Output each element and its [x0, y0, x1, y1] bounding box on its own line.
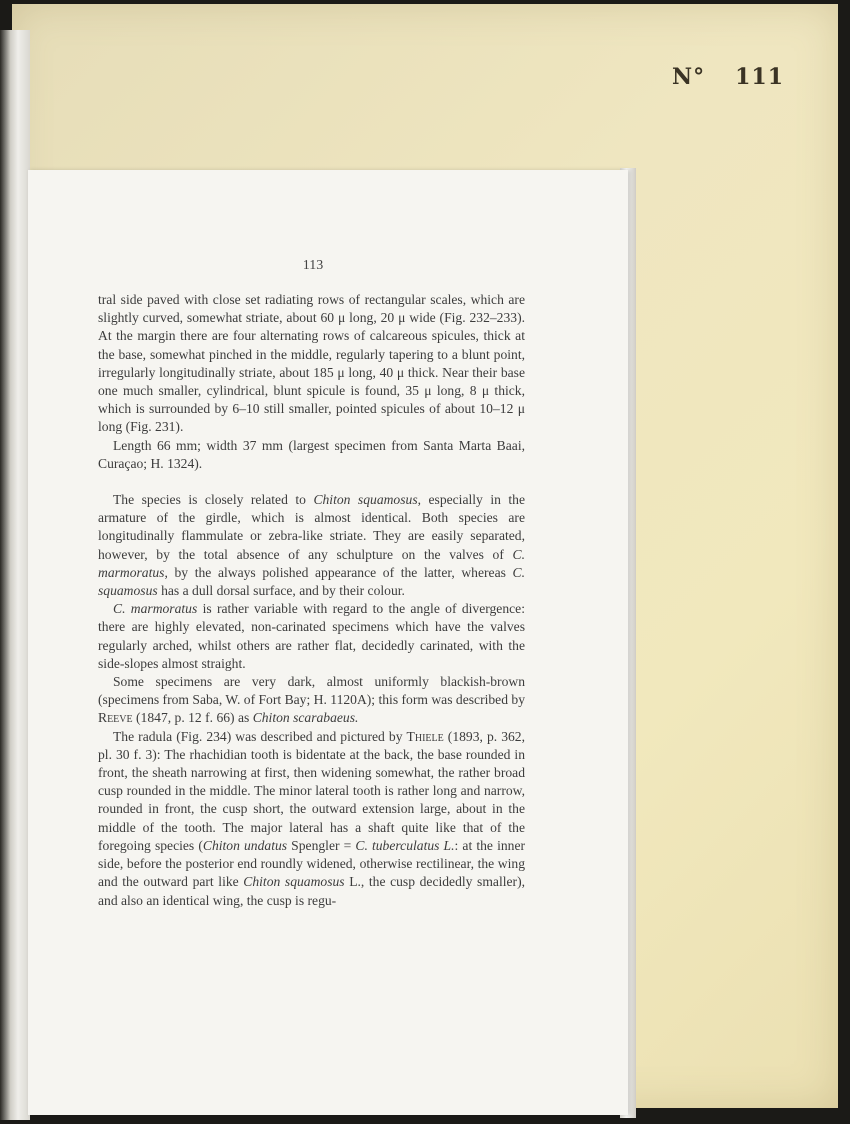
paragraph-dark-specimens [98, 673, 525, 728]
text-run: tral side paved with close set radiating rows of rectangular scales, which are slightly curved, somewhat striate, about 60 μ long, 20 μ wide (Fig. 232–233). At the margin there are four alternating rows of calcareous spicules, thick at the base, somewhat pinched in the middle, regularly tapering to a blunt point, irregularly longitudinally striate, about 185 μ long, 40 μ thick. Near their base one much smaller, cylindrical, blunt spicule is found, 35 μ long, 8 μ thick, which is surrounded by 6–10 still smaller, pointed spicules of about 10–12 μ long (Fig. 231). [98, 292, 525, 435]
italic-run: C. tuberculatus L. [355, 837, 455, 853]
text-run: L., the cusp decidedly smaller), and also an identical wing, the cusp is regu- [98, 874, 525, 908]
text-run: Some specimens are very dark, almost uniformly blackish-brown (specimens from Saba, W. of Fort Bay; H. 1120A); this form was described by [98, 674, 525, 708]
book-binding-edge [0, 30, 30, 1120]
folder-number-value: 111 [735, 64, 785, 90]
paragraph-radula [98, 728, 525, 910]
paragraph-variability [98, 600, 525, 673]
paragraph-dimensions [98, 437, 525, 473]
body-text [98, 291, 525, 910]
italic-run: Chiton scarabaeus. [252, 710, 359, 726]
text-run: is rather variable with regard to the angle of divergence: there are highly elevated, non-carinated specimens which have the valves regularly arched, whilst others are rather flat, decidedly carinated, with the side-slopes almost straight. [98, 601, 525, 671]
paragraph-gap [98, 473, 525, 491]
author-name: Thiele [406, 728, 444, 744]
text-run: : at the inner side, before the posterior end roundly widened, otherwise rectilinear, the wing and the outward part like [98, 837, 526, 890]
folder-number-label [672, 64, 812, 90]
paragraph-comparison [98, 491, 525, 600]
text-run: Spengler = [287, 837, 356, 853]
book-page [28, 170, 628, 1115]
italic-run: C. marmoratus [98, 546, 525, 580]
italic-run: Chiton squamosus [243, 874, 345, 890]
page-number: 113 [302, 258, 324, 273]
text-run: (1893, p. 362, pl. 30 f. 3): The rhachidian tooth is bidentate at the back, the base rounded in front, the sheath narrowing at first, then widening somewhat, the rather broad cusp rounded in the middle. The minor lateral tooth is rather long and narrow, rounded in front, the cusp short, the outward extension large, about in the middle of the tooth. The major lateral has a shaft quite like that of the foregoing species ( [98, 728, 525, 853]
folder-number-prefix: N° [672, 64, 706, 90]
italic-run: Chiton undatus [202, 837, 288, 853]
text-run: The species is closely related to [113, 492, 314, 508]
italic-run: C. squamosus [98, 564, 525, 599]
text-run: , by the always polished appearance of the latter, whereas [164, 564, 513, 580]
text-run: The radula (Fig. 234) was described and pictured by [113, 728, 407, 744]
text-run: , especially in the armature of the girdle, which is almost identical. Both species are longitudinally flammulate or zebra-like striate. They are easily separated, however, by the total absence of any schulpture on the valves of [98, 492, 525, 562]
text-run: Length 66 mm; width 37 mm (largest specimen from Santa Marta Baai, Curaçao; H. 1324). [98, 437, 525, 471]
text-run: (1847, p. 12 f. 66) as [132, 710, 253, 726]
italic-run: C. marmoratus [113, 601, 198, 617]
text-run: has a dull dorsal surface, and by their colour. [157, 583, 405, 599]
italic-run: Chiton squamosus [313, 492, 418, 508]
paragraph-girdle-description [98, 291, 525, 437]
author-name: Reeve [98, 710, 133, 726]
